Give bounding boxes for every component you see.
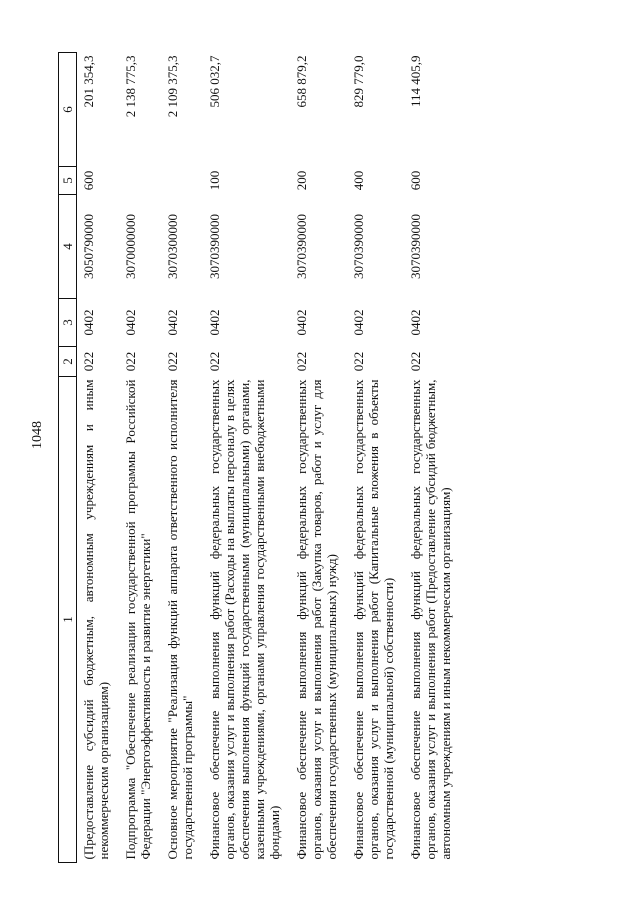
row-ministry: 022 [351, 351, 366, 372]
row-expense-type: 200 [294, 170, 309, 191]
row-target: 3070000000 [123, 214, 138, 279]
budget-table [58, 52, 461, 863]
row-name: (Предоставление субсидий бюджетным, автономным учреждениям и иным некоммерческим организациям) [81, 379, 111, 860]
row-name: Финансовое обеспечение выполнения функций федеральных государственных органов, оказания услуг и выполнения работ (Предоставление субсидий бюджетным, автономным учреждениям и иным некоммерческим организациям) [408, 379, 453, 860]
row-name: Финансовое обеспечение выполнения функций федеральных государственных органов, оказания услуг и выполнения работ (Закупка товаров, работ и услуг для обеспечения государственных (муниципальных) нужд) [294, 379, 339, 860]
row-target: 3070390000 [294, 214, 309, 279]
table-row [161, 53, 203, 863]
table-row [203, 53, 290, 863]
row-section: 0402 [81, 309, 96, 336]
table-row [290, 53, 347, 863]
row-ministry: 022 [81, 351, 96, 372]
row-ministry: 022 [408, 351, 423, 372]
header-col-4: 4 [59, 195, 77, 299]
row-target: 3070390000 [351, 214, 366, 279]
header-col-5: 5 [59, 167, 77, 195]
row-ministry: 022 [123, 351, 138, 372]
header-col-2: 2 [59, 347, 77, 377]
row-section: 0402 [408, 309, 423, 336]
row-amount: 201 354,3 [81, 55, 96, 108]
row-section: 0402 [351, 309, 366, 336]
row-amount: 2 109 375,3 [165, 55, 180, 118]
row-name: Финансовое обеспечение выполнения функций федеральных государственных органов, оказания услуг и выполнения работ (Капитальные вложения в объекты государственной (муниципальной) собственности) [351, 379, 396, 860]
row-amount: 2 138 775,3 [123, 55, 138, 118]
row-ministry: 022 [294, 351, 309, 372]
row-target: 3070390000 [207, 214, 222, 279]
row-name: Основное мероприятие "Реализация функций аппарата ответственного исполнителя государственной программы" [165, 379, 195, 860]
row-ministry: 022 [165, 351, 180, 372]
row-amount: 829 779,0 [351, 55, 366, 108]
row-section: 0402 [123, 309, 138, 336]
table-body [77, 53, 462, 863]
row-name: Финансовое обеспечение выполнения функций федеральных государственных органов, оказания услуг и выполнения работ (Расходы на выплаты персоналу в целях обеспечения выполнения функций государственными (муниципальными) органами, казенными учреждениями, органами управления государственными внебюджетными фондами) [207, 379, 282, 860]
table-row [404, 53, 461, 863]
row-amount: 114 405,9 [408, 55, 423, 108]
row-target: 3070390000 [408, 214, 423, 279]
row-section: 0402 [294, 309, 309, 336]
row-ministry: 022 [207, 351, 222, 372]
row-expense-type: 100 [207, 170, 222, 191]
row-name: Подпрограмма "Обеспечение реализации государственной программы Российской Федерации "Энергоэффективность и развитие энергетики" [123, 379, 153, 860]
row-amount: 506 032,7 [207, 55, 222, 108]
row-expense-type: 600 [81, 170, 96, 191]
header-col-1: 1 [59, 377, 77, 863]
table-header [59, 53, 77, 863]
row-section: 0402 [165, 309, 180, 336]
row-expense-type: 400 [351, 170, 366, 191]
table-row [119, 53, 161, 863]
row-expense-type: 600 [408, 170, 423, 191]
row-target: 3050790000 [81, 214, 96, 279]
table-row [347, 53, 404, 863]
row-amount: 658 879,2 [294, 55, 309, 108]
row-expense-type [161, 167, 203, 195]
table-row [77, 53, 120, 863]
row-section: 0402 [207, 309, 222, 336]
row-target: 3070300000 [165, 214, 180, 279]
header-col-3: 3 [59, 299, 77, 347]
row-expense-type [119, 167, 161, 195]
page-number: 1048 [30, 421, 45, 449]
header-col-6: 6 [59, 53, 77, 167]
